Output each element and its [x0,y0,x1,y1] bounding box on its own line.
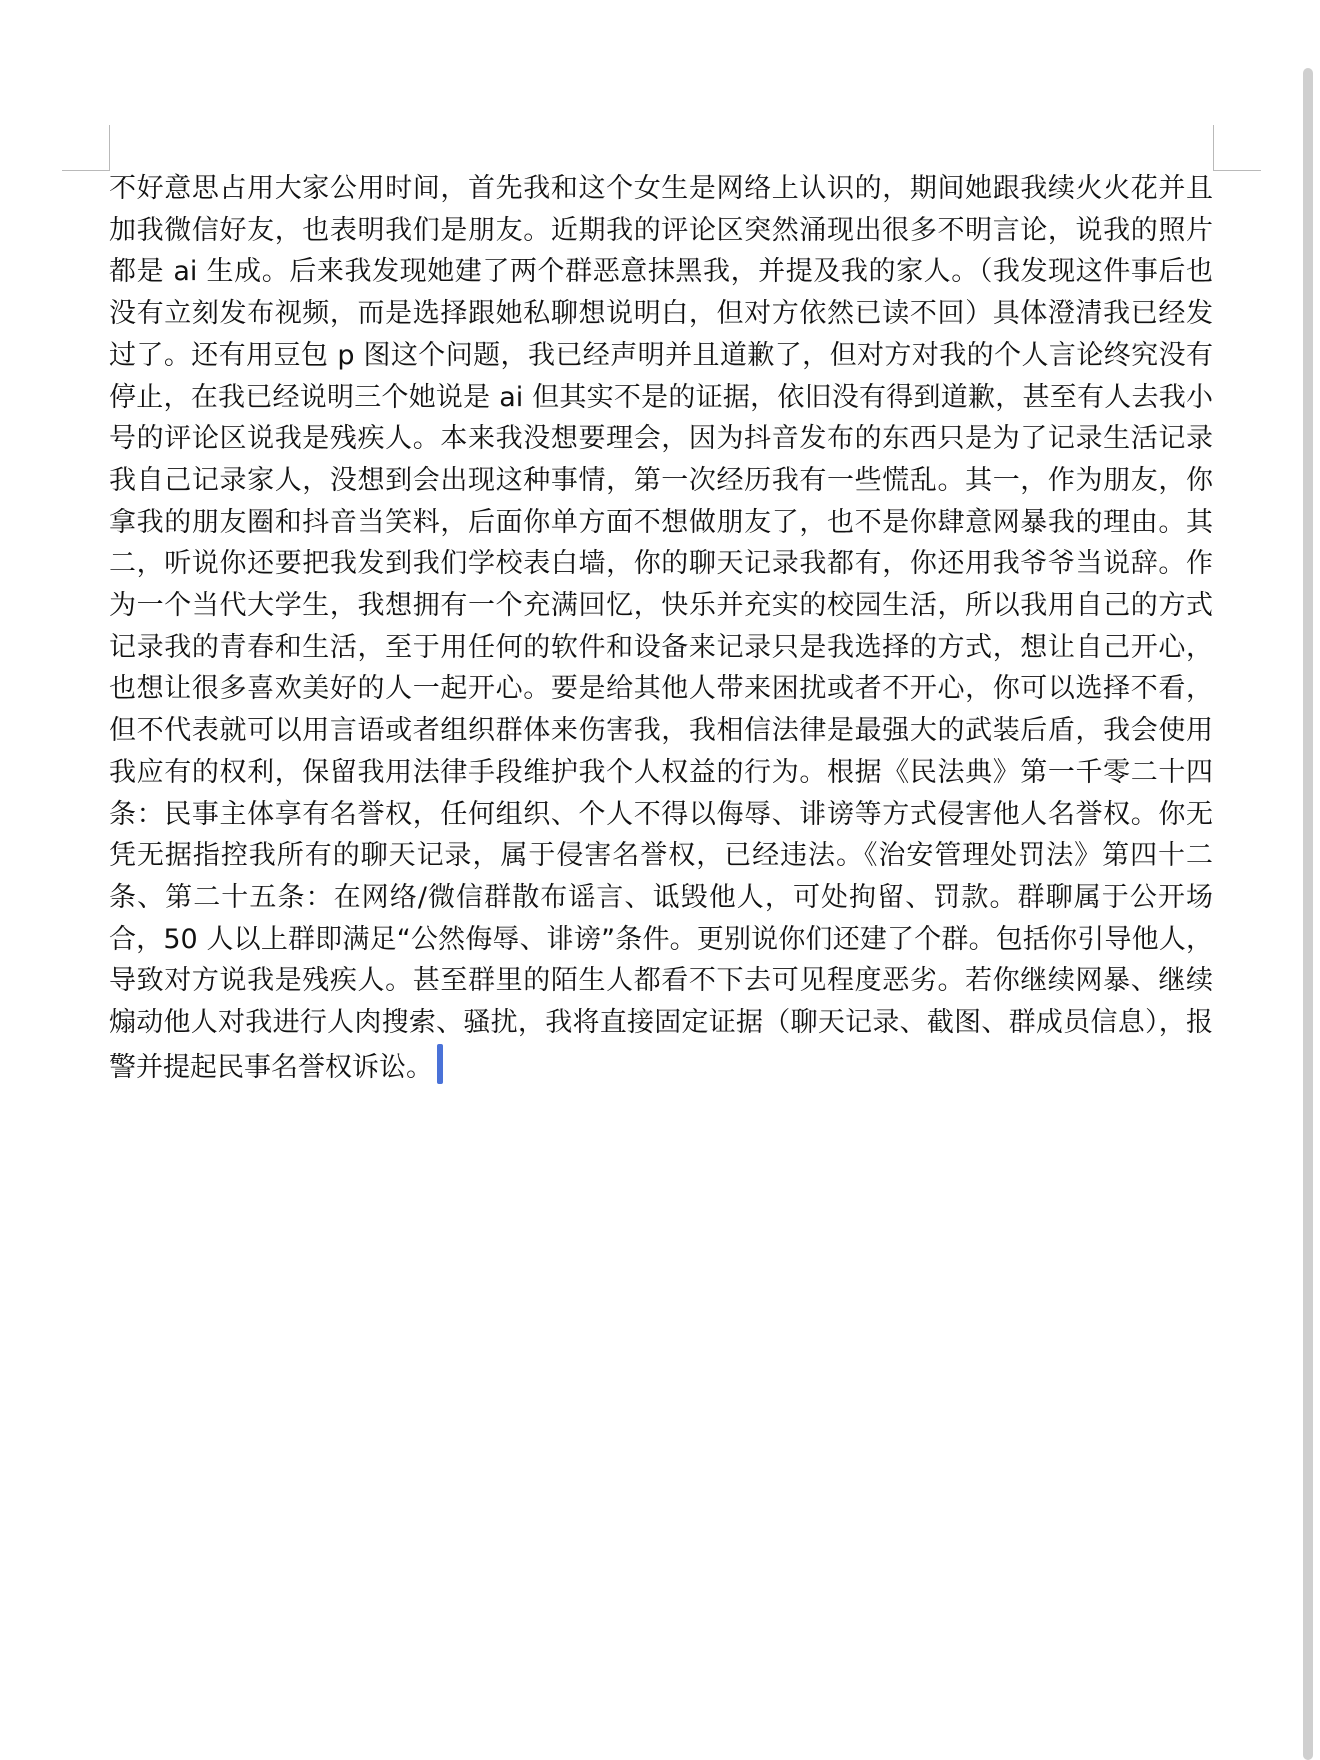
top-right-crop-mark [1213,125,1261,171]
body-paragraph[interactable]: 不好意思占用大家公用时间，首先我和这个女生是网络上认识的，期间她跟我续火火花并且加我微信好友，也表明我们是朋友。近期我的评论区突然涌现出很多不明言论，说我的照片都是 ai 生成。后来我发现她建了两个群恶意抹黑我，并提及我的家人。（我发现这件事后也没有立刻发布视频，而是选择跟她私聊想说明白，但对方依然已读不回）具体澄清我已经发过了。还有用豆包 p 图这个问题，我已经声明并且道歉了，但对方对我的个人言论终究没有停止，在我已经说明三个她说是 ai 但其实不是的证据，依旧没有得到道歉，甚至有人去我小号的评论区说我是残疾人。本来我没想要理会，因为抖音发布的东西只是为了记录生活记录我自己记录家人，没想到会出现这种事情，第一次经历我有一些慌乱。其一，作为朋友，你拿我的朋友圈和抖音当笑料，后面你单方面不想做朋友了，也不是你肆意网暴我的理由。其二，听说你还要把我发到我们学校表白墙，你的聊天记录我都有，你还用我爷爷当说辞。作为一个当代大学生，我想拥有一个充满回忆，快乐并充实的校园生活，所以我用自己的方式记录我的青春和生活，至于用任何的软件和设备来记录只是我选择的方式，想让自己开心，也想让很多喜欢美好的人一起开心。要是给其他人带来困扰或者不开心，你可以选择不看，但不代表就可以用言语或者组织群体来伤害我，我相信法律是最强大的武装后盾，我会使用我应有的权利，保留我用法律手段维护我个人权益的行为。根据《民法典》第一千零二十四条：民事主体享有名誉权，任何组织、个人不得以侮辱、诽谤等方式侵害他人名誉权。你无凭无据指控我所有的聊天记录，属于侵害名誉权，已经违法。《治安管理处罚法》第四十二条、第二十五条：在网络/微信群散布谣言、诋毁他人，可处拘留、罚款。群聊属于公开场合，50 人以上群即满足“公然侮辱、诽谤”条件。更别说你们还建了个群。包括你引导他人，导致对方说我是残疾人。甚至群里的陌生人都看不下去可见程度恶劣。若你继续网暴、继续煽动他人对我进行人肉搜索、骚扰，我将直接固定证据（聊天记录、截图、群成员信息），报警并提起民事名誉权诉讼。 [109,173,1213,1083]
top-left-crop-mark [62,125,110,171]
document-body[interactable] [109,168,1213,1088]
text-cursor [437,1044,443,1084]
vertical-scrollbar[interactable] [1303,68,1313,1760]
